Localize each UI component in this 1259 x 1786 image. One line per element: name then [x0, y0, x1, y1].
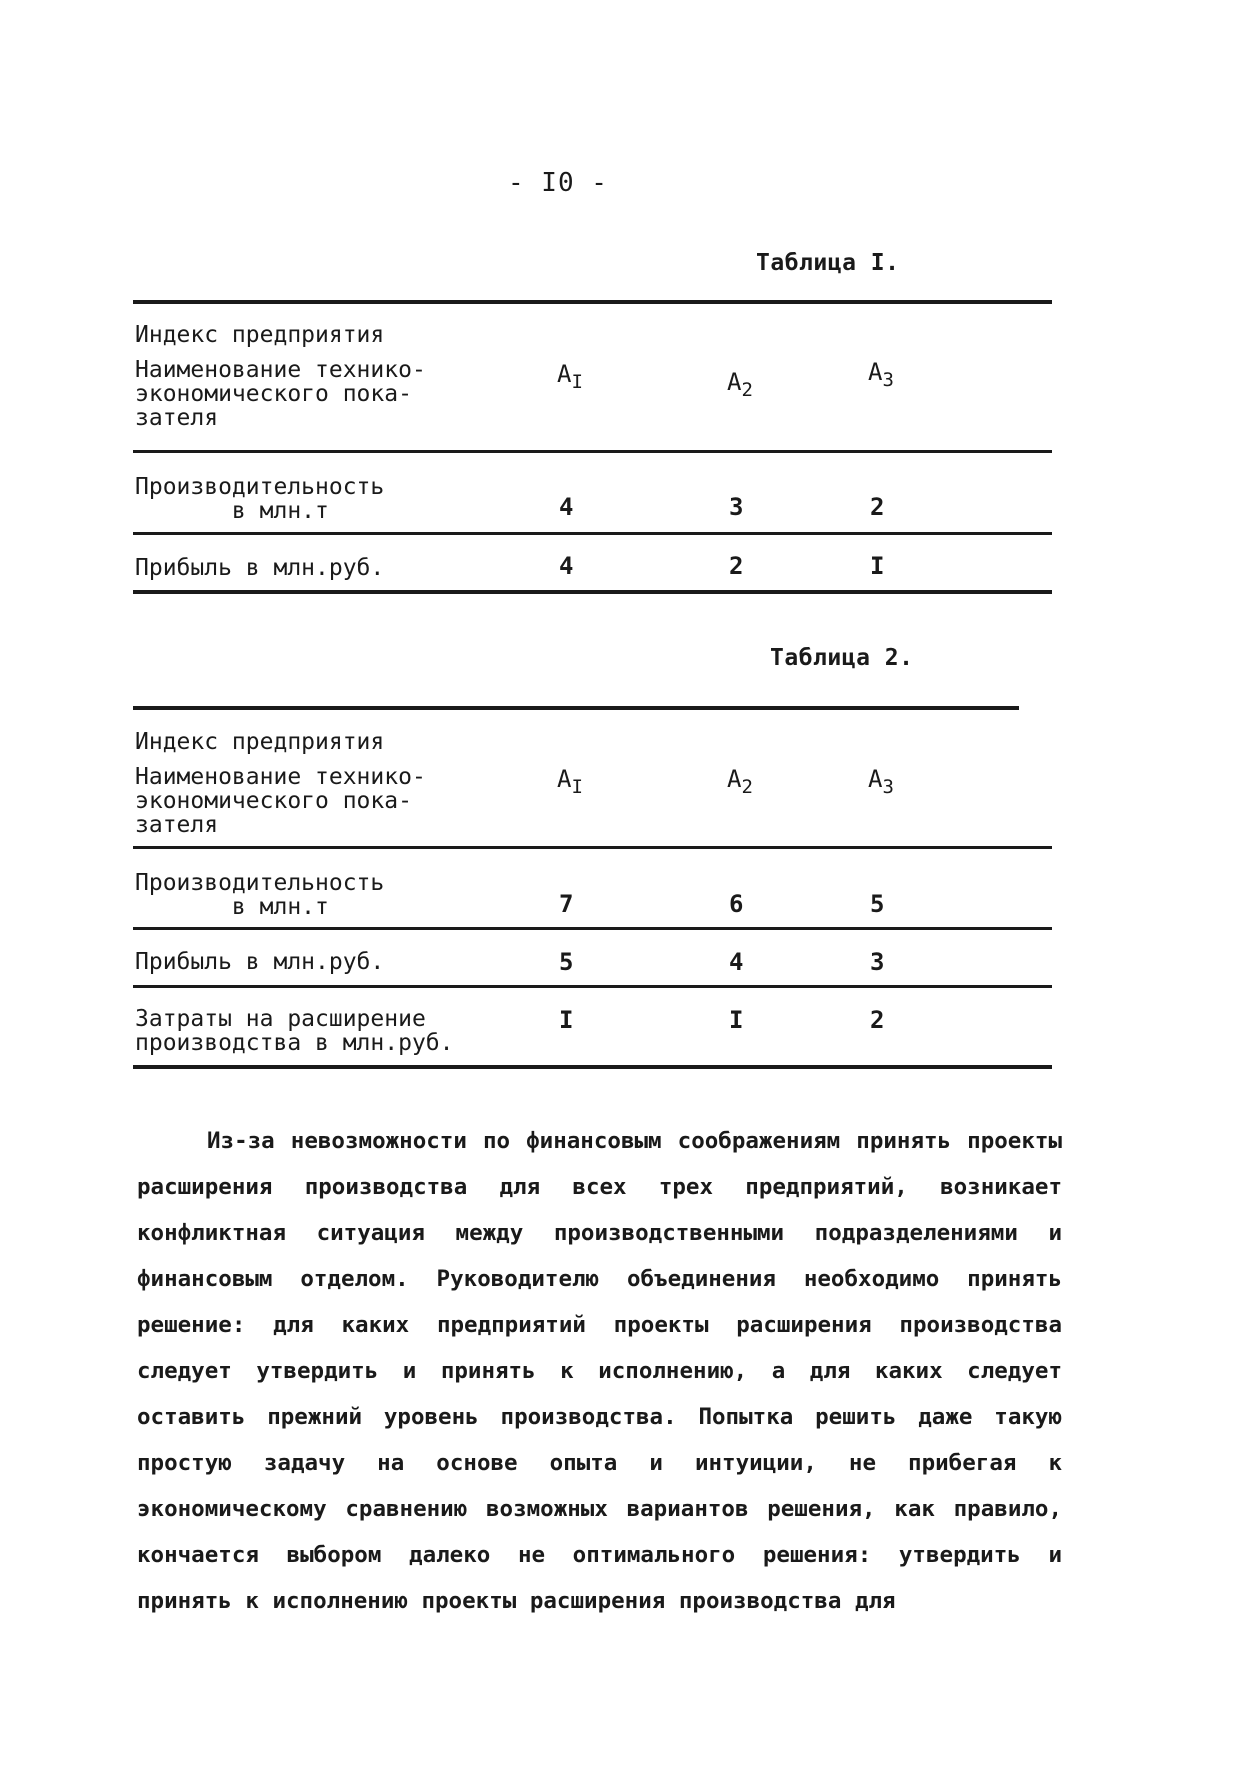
column-letter: A [557, 765, 572, 793]
table-1-row-rule [133, 532, 1052, 535]
table-1-header-name: Наименование технико- экономического пока- зателя [135, 357, 426, 431]
table-2-col-a2 [727, 765, 753, 798]
table-1-cell: 3 [729, 493, 744, 521]
column-subscript: I [571, 371, 583, 393]
body-paragraph: Из-за невозможности по финансовым соображениям принять проекты расширения производства для всех трех предприятий, возникает конфликтная ситуация между производственными подразделениями и финансовым отделом. Руководителю объединения необходимо принять решение: для каких предприятий проекты расширения производства следует утвердить и принять к исполнению, а для каких следует оставить прежний уровень производства. Попытка решить даже такую простую задачу на основе опыта и интуиции, не прибегая к экономическому сравнению возможных вариантов решения, как правило, кончается выбором далеко не оптимального решения: утвердить и принять к исполнению проекты расширения производства для [137, 1128, 1062, 1614]
table-1-col-a3 [868, 358, 894, 391]
table-2-col-a1 [557, 765, 583, 798]
column-subscript: I [571, 776, 583, 798]
table-1-cell: 2 [729, 552, 744, 580]
table-1-cell: 2 [870, 493, 885, 521]
column-subscript: 3 [882, 369, 894, 391]
table-1-top-rule [133, 300, 1052, 304]
table-1-col-a1 [557, 360, 583, 393]
table-1-col-a2 [727, 368, 753, 401]
table-2-header-index: Индекс предприятия [135, 729, 385, 755]
table-1-row-label: Прибыль в млн.руб. [135, 555, 385, 581]
column-letter: A [868, 765, 883, 793]
table-1-header-rule [133, 450, 1052, 453]
table-2-header-rule [133, 846, 1052, 849]
table-2-top-rule [133, 706, 1019, 710]
table-2-row-label: Прибыль в млн.руб. [135, 949, 385, 975]
table-1-caption: Таблица I. [756, 250, 900, 276]
column-subscript: 2 [741, 776, 753, 798]
column-letter: A [727, 368, 742, 396]
table-2-row-label: Производительность в млн.т [135, 870, 385, 920]
table-2-row-rule [133, 985, 1052, 988]
table-2-cell: 2 [870, 1006, 885, 1034]
table-2-cell: 7 [559, 890, 574, 918]
table-1-bottom-rule [133, 590, 1052, 594]
table-2-header-name: Наименование технико- экономического пока- зателя [135, 764, 426, 838]
page-number: - I0 - [508, 168, 608, 198]
table-2-cell: 6 [729, 890, 744, 918]
table-2-cell: 3 [870, 948, 885, 976]
table-2-caption: Таблица 2. [770, 645, 914, 671]
table-2-col-a3 [868, 765, 894, 798]
table-2-cell: I [559, 1006, 574, 1034]
table-1-cell: 4 [559, 493, 574, 521]
column-letter: A [727, 765, 742, 793]
table-2-cell: 5 [559, 948, 574, 976]
table-2-bottom-rule [133, 1065, 1052, 1069]
column-letter: A [868, 358, 883, 386]
table-1-cell: 4 [559, 552, 574, 580]
column-subscript: 3 [882, 776, 894, 798]
table-2-row-rule [133, 927, 1052, 930]
table-2-cell: I [729, 1006, 744, 1034]
table-2-cell: 4 [729, 948, 744, 976]
column-subscript: 2 [741, 379, 753, 401]
table-2-row-label: Затраты на расширение производства в млн.руб. [135, 1006, 454, 1056]
table-1-row-label: Производительность в млн.т [135, 474, 385, 524]
table-1-header-index: Индекс предприятия [135, 322, 385, 348]
table-1-cell: I [870, 552, 885, 580]
column-letter: A [557, 360, 572, 388]
table-2-cell: 5 [870, 890, 885, 918]
